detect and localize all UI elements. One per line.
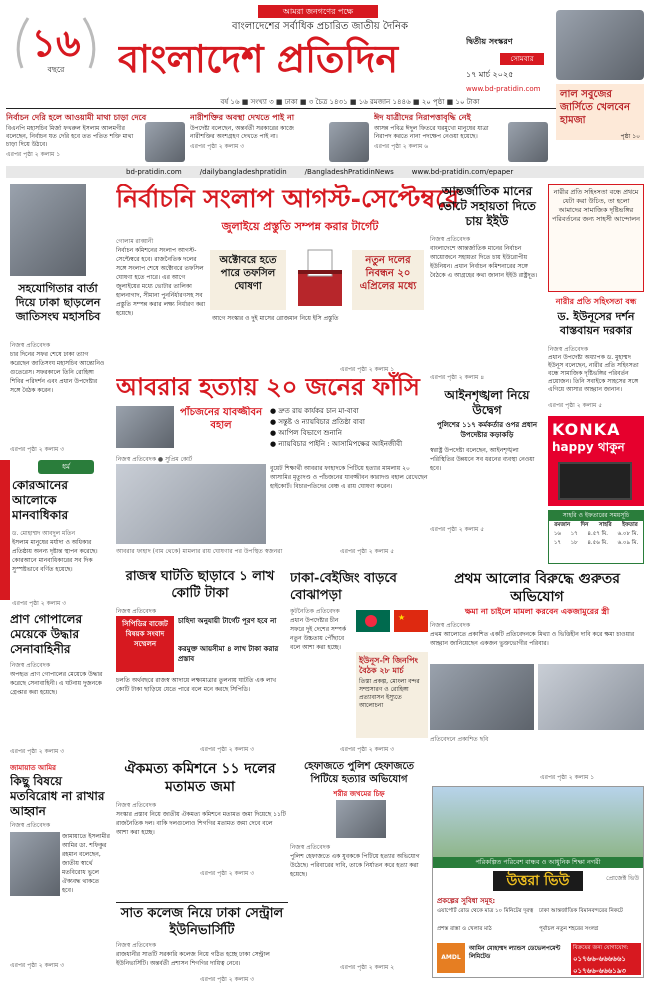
- jamaat-more: এরপর পৃষ্ঠা ২ কলাম ৩: [10, 962, 65, 969]
- budget-byline: নিজস্ব প্রতিবেদক: [116, 608, 157, 615]
- ad-banner: পরিকল্পিত পরিবেশ বান্ধব ও আধুনিক শিক্ষা নগরী: [433, 857, 643, 868]
- ad-city-image: [433, 787, 643, 857]
- teaser-title: ঈদ যাত্রীদের নিরাপত্তাবৃদ্ধি নেই: [374, 112, 471, 122]
- website-label[interactable]: www.bd-pratidin.com: [466, 85, 541, 93]
- hang-body: বুয়েট শিক্ষার্থী আবরার ফাহাদকে পিটিয়ে হত্যার মামলায় ২০ আসামির মৃত্যুদণ্ড ও পাঁচজনের যাবজ্জীবন কারাদণ্ড বহাল রেখেছেন হাইকোর্ট। বিচারপতিদের বেঞ্চ এ রায় ঘোষণা করেন।: [270, 465, 428, 490]
- ad-phone[interactable]: ০১৭৬৬-৬৬৬৬৬১: [573, 955, 626, 963]
- edition-label: দ্বিতীয় সংস্করণ: [466, 37, 513, 46]
- tv-icon: [558, 462, 632, 500]
- anniversary-number: ১৬: [31, 20, 81, 65]
- almanac-row: ১৬ ১৭ ৪.৫৭ মি. ৬.০৮ মি.: [553, 531, 639, 537]
- social-link-epaper[interactable]: www.bd-pratidin.com/epaper: [411, 168, 514, 176]
- beijing-byline: কূটনৈতিক প্রতিবেদক: [290, 608, 340, 615]
- custody-photo: [336, 800, 386, 838]
- uttara-ad[interactable]: [432, 786, 644, 978]
- day-label: সোমবার: [500, 53, 544, 65]
- un-caption: সহযোগিতার বার্তা দিয়ে ঢাকা ছাড়লেন জাতিসংঘ মহাসচিব: [15, 282, 101, 323]
- law-more: এরপর পৃষ্ঠা ২ কলাম ৫: [430, 526, 485, 533]
- almanac-title: সাহরি ও ইফতারের সময়সূচি: [549, 511, 643, 521]
- yunus-byline: নিজস্ব প্রতিবেদক: [548, 346, 589, 353]
- consensus-more: এরপর পৃষ্ঠা ২ কলাম ৩: [200, 870, 255, 877]
- hang-bullets: [270, 406, 428, 450]
- almanac-box: [548, 510, 644, 564]
- ad-tag: প্রোজেক্ট ভিউ: [606, 875, 639, 882]
- opinion-byline: নিজস্ব প্রতিবেদক: [430, 236, 471, 243]
- seven-more: এরপর পৃষ্ঠা ২ কলাম ৩: [200, 976, 255, 983]
- tagline-box: আমরা জনগণের পক্ষে: [258, 5, 378, 18]
- yunus-quote-box: [548, 184, 644, 292]
- yunus-more: এরপর পৃষ্ঠা ২ কলাম ৫: [548, 402, 603, 409]
- teaser-more: এরপর পৃষ্ঠা ২ কলাম ৩: [190, 143, 245, 150]
- teaser-title: নির্বাচন দেরি হলে আওয়ামী মাথা চাড়া দেবে: [6, 112, 147, 122]
- hang-bullet: ● আপিল বিভাগে শুনানি: [270, 429, 342, 437]
- almanac-header-row: রমজান দিন সাহরি ইফতার: [554, 522, 638, 528]
- social-link-youtube[interactable]: /BangladeshPratidinNews: [304, 168, 394, 176]
- hang-bullet: ● ন্যায়বিচার পাইনি : আসামিপক্ষের আইনজীবী: [270, 440, 403, 448]
- hang-head: আবরার হত্যায় ২০ জনের ফাঁসি: [116, 372, 420, 401]
- teaser-more: এরপর পৃষ্ঠা ২ কলাম ৬: [374, 143, 429, 150]
- lead-kicker: জুলাইয়ে প্রস্তুতি সম্পন্ন করার টার্গেট: [221, 220, 379, 233]
- un-body: চার দিনের সফর শেষে ঢাকা ত্যাগ করেছেন জাতিসংঘ মহাসচিব আন্তোনিও গুতেরেস। সফরকালে তিনি রোহিঙ্গা শিবির পরিদর্শন এবং প্রধান উপদেষ্টার সঙ্গে বৈঠক করেন।: [10, 351, 105, 394]
- beijing-box: ইউনূস-শি জিনপিং বৈঠক ২৮ মার্চ তিস্তা প্রকল্প, মোংলা বন্দর সম্প্রসারণ ও রোহিঙ্গা প্রত্যাবাসন ইস্যুতে আলোচনা: [356, 652, 428, 738]
- jamaat-tag: জামায়াত আমির: [10, 764, 56, 772]
- konka-slogan: happy থাকুন: [552, 440, 625, 454]
- yunus-kicker: নারীর প্রতি সহিংসতা বন্ধ: [555, 297, 637, 306]
- teaser-3-photo: [508, 122, 548, 162]
- teaser-body: আসন্ন পবিত্র ঈদুল ফিতরে ঘরমুখো মানুষের যাত্রা নিরাপদ করতে নানা পদক্ষেপ নেওয়া হয়েছে।: [374, 125, 489, 140]
- masthead-meta: বর্ষ ১৬ ■ সংখ্যা ৩ ■ ঢাকা ■ ৩ চৈত্র ১৪৩১ ■ ১৬ রমজান ১৪৪৬ ■ ২০ পৃষ্ঠা ■ ১০ টাকা: [220, 98, 480, 106]
- custody-head: হেফাজতে পুলিশ হেফাজতে পিটিয়ে হত্যার অভিযোগ: [304, 761, 414, 785]
- flags-icon: [356, 610, 428, 650]
- seven-head: সাত কলেজ নিয়ে ঢাকা সেন্ট্রাল ইউনিভার্সিটি: [116, 902, 288, 939]
- kuran-byline: ড. মোহাম্মদ আবদুল মতিন: [12, 530, 76, 537]
- prothom-head: প্রথম আলোর বিরুদ্ধে গুরুতর অভিযোগ: [454, 571, 620, 605]
- lead-headline: নির্বাচনি সংলাপ আগস্ট-সেপ্টেম্বরে: [116, 184, 459, 213]
- lead-box-1: অক্টোবরে হতে পারে তফসিল ঘোষণা: [210, 250, 286, 310]
- hang-kicker: পাঁচজনের যাবজ্জীবন বহাল: [179, 407, 263, 431]
- sports-teaser-page: পৃষ্ঠা ১০: [620, 133, 640, 140]
- lead-body: নির্বাচন কমিশনের সংলাপ আগস্ট-সেপ্টেম্বরে হবে। রাজনৈতিক দলের সঙ্গে সংলাপ শেষে অক্টোবরে তফসিল ঘোষণা হতে পারে। এর আগে জুলাইয়ের মধ্যে ভোটার তালিকা হালনাগাদ, সীমানা পুনর্নির্ধারণসহ সব প্রস্তুতি সম্পন্ন করার লক্ষ্য নির্ধারণ করা হয়েছে।: [116, 247, 206, 317]
- budget-box-3: করমুক্ত আয়সীমা ৪ লাখ টাকা করার প্রস্তাব: [178, 645, 279, 663]
- hang-more: এরপর পৃষ্ঠা ২ কলাম ৫: [340, 548, 395, 555]
- kuran-head: কোরআনের আলোকে মানবাধিকার: [12, 478, 69, 522]
- hang-bullet: ● দ্রুত রায় কার্যকর চান মা-বাবা: [270, 407, 359, 415]
- seven-byline: নিজস্ব প্রতিবেদক: [116, 942, 157, 949]
- lead-more: এরপর পৃষ্ঠা ২ কলাম ১: [340, 366, 395, 373]
- custody-body: পুলিশ হেফাজতে এক যুবককে পিটিয়ে হত্যার অভিযোগ উঠেছে। পরিবারের দাবি, তাকে নির্যাতন করে হত্যা করা হয়েছে।: [290, 853, 420, 878]
- un-byline: নিজস্ব প্রতিবেদক: [10, 342, 51, 349]
- masthead-title: বাংলাদেশ প্রতিদিন: [118, 36, 399, 81]
- prothom-caption: প্রতিবেদনে প্রকাশিত ছবি: [430, 736, 489, 743]
- prothom-photo-1: [430, 664, 534, 730]
- ad-logo: AMDL: [437, 943, 465, 973]
- teaser-title: নারীশক্তির অবস্থা দেখতে পাই না: [190, 112, 295, 122]
- ad-features-title: প্রকল্পের সুবিধা সমূহ:: [437, 897, 496, 905]
- sports-teaser-text: লাল সবুজের জার্সিতে খেলবেন হামজা: [560, 89, 630, 126]
- sports-teaser[interactable]: [556, 84, 644, 140]
- lead-box-2: নতুন দলের নিবন্ধন ২০ এপ্রিলের মধ্যে: [352, 250, 424, 310]
- lead-byline: গোলাম রাব্বানী: [116, 238, 154, 245]
- ad-feature: ঢাকা আন্তর্জাতিক বিমানবন্দরের নিকটে: [539, 908, 623, 914]
- opinion-head: আন্তর্জাতিক মানের ভোটে সহায়তা দিতে চায় ইইউ: [438, 184, 536, 228]
- svg-text:★: ★: [398, 613, 406, 622]
- ad-contact: বিক্রয়ের জন্য যোগাযোগ: ০১৭৬৬-৬৬৬৬৬১ ০১৭৬৬-৬৬৬১৯৩: [571, 943, 641, 975]
- player-photo: [556, 10, 644, 80]
- consensus-head: ঐকমত্য কমিশনে ১১ দলের মতামত জমা: [124, 761, 276, 795]
- tagline: বাংলাদেশের সর্বাধিক প্রচারিত জাতীয় দৈনিক: [232, 21, 408, 32]
- social-bar: [6, 166, 644, 178]
- consensus-body: সংস্কার প্রস্তাব নিয়ে জাতীয় ঐকমত্য কমিশনে মতামত জমা দিয়েছে ১১টি রাজনৈতিক দল। বাকি দলগুলোও শিগগির মতামত জমা দেবে বলে আশা করা হচ্ছে।: [116, 811, 286, 836]
- hang-byline: নিজস্ব প্রতিবেদক ● সুপ্রিম কোর্ট: [116, 456, 193, 463]
- teaser-body: বিএনপি মহাসচিব মির্জা ফখরুল ইসলাম আলমগীর বলেছেন, নির্বাচন যত দেরি হবে তত পতিত শক্তি মাথা চাড়া দিয়ে উঠবে।: [6, 125, 134, 148]
- beijing-body: প্রধান উপদেষ্টার চীন সফরে দুই দেশের সম্পর্ক নতুন উচ্চতায় পৌঁছাবে বলে আশা করা হচ্ছে।: [290, 617, 347, 651]
- prothom-kicker: ক্ষমা না চাইলে মামলা করবেন একজামুরের স্ত্রী: [464, 607, 610, 616]
- budget-more: এরপর পৃষ্ঠা ২ কলাম ৩: [200, 746, 255, 753]
- prothom-body: প্রথম আলোতে প্রকাশিত একটি প্রতিবেদনকে মিথ্যা ও ভিত্তিহীন দাবি করে ক্ষমা চাওয়ার আহ্বান জানিয়েছেন একজন ভুক্তভোগীর পরিবার।: [430, 631, 635, 647]
- ad-feature: এয়ার্পোর্ট রোড থেকে মাত্র ১০ মিনিটের দূরত্ব: [437, 908, 534, 914]
- pran-byline: নিজস্ব প্রতিবেদক: [10, 662, 51, 669]
- teaser-body: উপদেষ্টা বলেছেন, অন্তর্বর্তী সরকারের কাজে নারীশক্তির অংশগ্রহণ দেখতে পাই না।: [190, 125, 294, 140]
- beijing-head: ঢাকা-বেইজিং বাড়বে বোঝাপড়া: [290, 571, 397, 603]
- un-more: এরপর পৃষ্ঠা ২ কলাম ৩: [10, 446, 65, 453]
- ad-phone[interactable]: ০১৭৬৬-৬৬৬১৯৩: [573, 967, 626, 975]
- yunus-body: প্রধান উপদেষ্টা অধ্যাপক ড. মুহাম্মদ ইউনূস বলেছেন, নারীর প্রতি সহিংসতা বন্ধে সামাজিক দৃষ্টিভঙ্গির পরিবর্তন প্রয়োজন। তিনি সবাইকে সাহসের সঙ্গে এগিয়ে আসার আহ্বান জানান।: [548, 354, 639, 393]
- anniversary-sub: বছরে: [47, 65, 65, 74]
- custody-more: এরপর পৃষ্ঠা ২ কলাম ২: [340, 964, 395, 971]
- konka-brand: KONKA: [552, 420, 621, 439]
- pran-body: অপহৃত প্রাণ গোপালের মেয়েকে উদ্ধার করেছে সেনাবাহিনী। এ ঘটনায় দুজনকে গ্রেপ্তার করা হয়েছে।: [10, 671, 103, 696]
- pran-head: প্রাণ গোপালের মেয়েকে উদ্ধার সেনাবাহিনীর: [10, 612, 83, 656]
- jamaat-body: জামায়াতে ইসলামীর আমির ডা. শফিকুর রহমান বলেছেন, জাতীয় স্বার্থে মতবিরোধ ভুলে ঐক্যবদ্ধ থাকতে হবে।: [62, 833, 110, 894]
- prothom-more: এরপর পৃষ্ঠা ২ কলাম ১: [540, 774, 595, 781]
- teaser-1-photo: [145, 122, 185, 162]
- un-chief-photo: [10, 184, 86, 276]
- hang-caption: আবরার ফাহাদ (বাম থেকে) মামলার রায় ঘোষণার পর উপস্থিত স্বজনরা: [116, 548, 283, 555]
- budget-head: রাজস্ব ঘাটতি ছাড়াবে ১ লাখ কোটি টাকা: [125, 569, 275, 601]
- social-link-web[interactable]: bd-pratidin.com: [126, 168, 182, 176]
- konka-ad[interactable]: [548, 416, 644, 506]
- kuran-tag: ধর্ম: [38, 460, 94, 474]
- side-strip: [0, 460, 10, 600]
- anniversary-badge: [8, 8, 104, 78]
- budget-body: চলতি অর্থবছরে রাজস্ব আদায়ে লক্ষ্যমাত্রার তুলনায় ঘাটতি এক লাখ কোটি টাকা ছাড়িয়ে যেতে পারে বলে মনে করছে সিপিডি।: [116, 677, 277, 693]
- law-sub: পুলিশের ১১৭ কর্মকর্তার ওপর প্রধান উপদেষ্টার কড়াকড়ি: [436, 421, 538, 439]
- beijing-more: এরপর পৃষ্ঠা ২ কলাম ৩: [340, 746, 395, 753]
- ad-company: আমিন মোহাম্মদ ল্যান্ডস ডেভেলপমেন্ট লিমিটেড: [469, 945, 561, 960]
- law-body: স্বরাষ্ট্র উপদেষ্টা বলেছেন, আইনশৃঙ্খলা পরিস্থিতির উন্নয়নে সব ধরনের ব্যবস্থা নেওয়া হবে।: [430, 447, 535, 472]
- teaser-more: এরপর পৃষ্ঠা ২ কলাম ১: [6, 151, 61, 158]
- date-label: ১৭ মার্চ ২০২৫: [466, 70, 514, 79]
- consensus-byline: নিজস্ব প্রতিবেদক: [116, 802, 157, 809]
- lead-box-3: আগে সংস্কার ও দুই মাসের রোজমান নিয়ে ইসি প্রস্তুতি: [212, 315, 339, 322]
- ad-feature: পূর্বাচল নতুন শহরের সংলগ্ন: [539, 926, 599, 932]
- teaser-2-photo: [329, 122, 369, 162]
- custody-byline: নিজস্ব প্রতিবেদক: [290, 844, 331, 851]
- seven-body: রাজধানীর সাতটি সরকারি কলেজ নিয়ে গঠিত হচ্ছে ঢাকা সেন্ট্রাল ইউনিভার্সিটি। অন্তর্বর্তী প্রশাসন শিগগির দায়িত্ব নেবে।: [116, 951, 270, 967]
- budget-box-2: চাহিদা অনুযায়ী টার্গেট পূরণ হবে না: [178, 617, 277, 625]
- pran-more: এরপর পৃষ্ঠা ২ কলাম ৩: [10, 748, 65, 755]
- social-link-facebook[interactable]: /dailybangladeshpratidin: [199, 168, 287, 176]
- custody-kicker: শরীর জখমের চিহ্ন: [333, 790, 385, 798]
- law-head: আইনশৃঙ্খলা নিয়ে উদ্বেগ: [444, 388, 530, 417]
- prothom-photo-2: [538, 664, 644, 730]
- kuran-body: ইসলাম মানুষের মর্যাদা ও অধিকার প্রতিষ্ঠায় অনন্য দৃষ্টান্ত স্থাপন করেছে। কোরআনে মানবাধিকারের সব দিক সুস্পষ্টভাবে বর্ণিত হয়েছে।: [12, 539, 98, 573]
- jamaat-byline: নিজস্ব প্রতিবেদক: [10, 822, 51, 829]
- opinion-body: বাংলাদেশে আন্তর্জাতিক মানের নির্বাচন আয়োজনে সহায়তা দিতে চায় ইউরোপীয় ইউনিয়ন। প্রধান নির্বাচন কমিশনারের সঙ্গে বৈঠকে এ আগ্রহের কথা জানান ইইউ রাষ্ট্রদূত।: [430, 245, 538, 279]
- almanac-row: ১৭ ১৮ ৪.৫৬ মি. ৬.০৯ মি.: [553, 540, 639, 546]
- prothom-body-2: [430, 744, 644, 774]
- hang-court-photo: [116, 464, 266, 544]
- jamaat-head: কিছু বিষয়ে মতবিরোধ না রাখার আহ্বান: [10, 774, 105, 818]
- abrar-photo: [116, 406, 174, 448]
- opinion-more: এরপর পৃষ্ঠা ২ কলাম ৪: [430, 374, 485, 381]
- prothom-byline: নিজস্ব প্রতিবেদক: [430, 622, 471, 629]
- ad-feature: প্রশস্ত রাস্তা ও খেলার মাঠ: [437, 926, 492, 932]
- jamaat-photo: [10, 832, 60, 896]
- yunus-quote: নারীর প্রতি সহিংসতা বন্ধে প্রথমে যেটা করা উচিত, তা হলো আমাদের সামাজিক দৃষ্টিভঙ্গির পরিবর্তনের জন্য সাহসী আন্দোলন: [552, 188, 640, 223]
- yunus-head: ড. ইউনূসের দর্শন বাস্তবায়ন দরকার: [557, 310, 635, 337]
- kuran-more: এরপর পৃষ্ঠা ২ কলাম ৩: [12, 600, 67, 607]
- ad-brand: উত্তরা ভিউ: [493, 871, 583, 891]
- ballot-box-icon: [290, 240, 350, 310]
- budget-box-1: সিপিডির বাজেট বিষয়ক সংবাদ সম্মেলন: [116, 616, 174, 672]
- hang-bullet: ● সন্তুষ্ট ও ন্যায়বিচার প্রতিষ্ঠা বাবা: [270, 418, 365, 426]
